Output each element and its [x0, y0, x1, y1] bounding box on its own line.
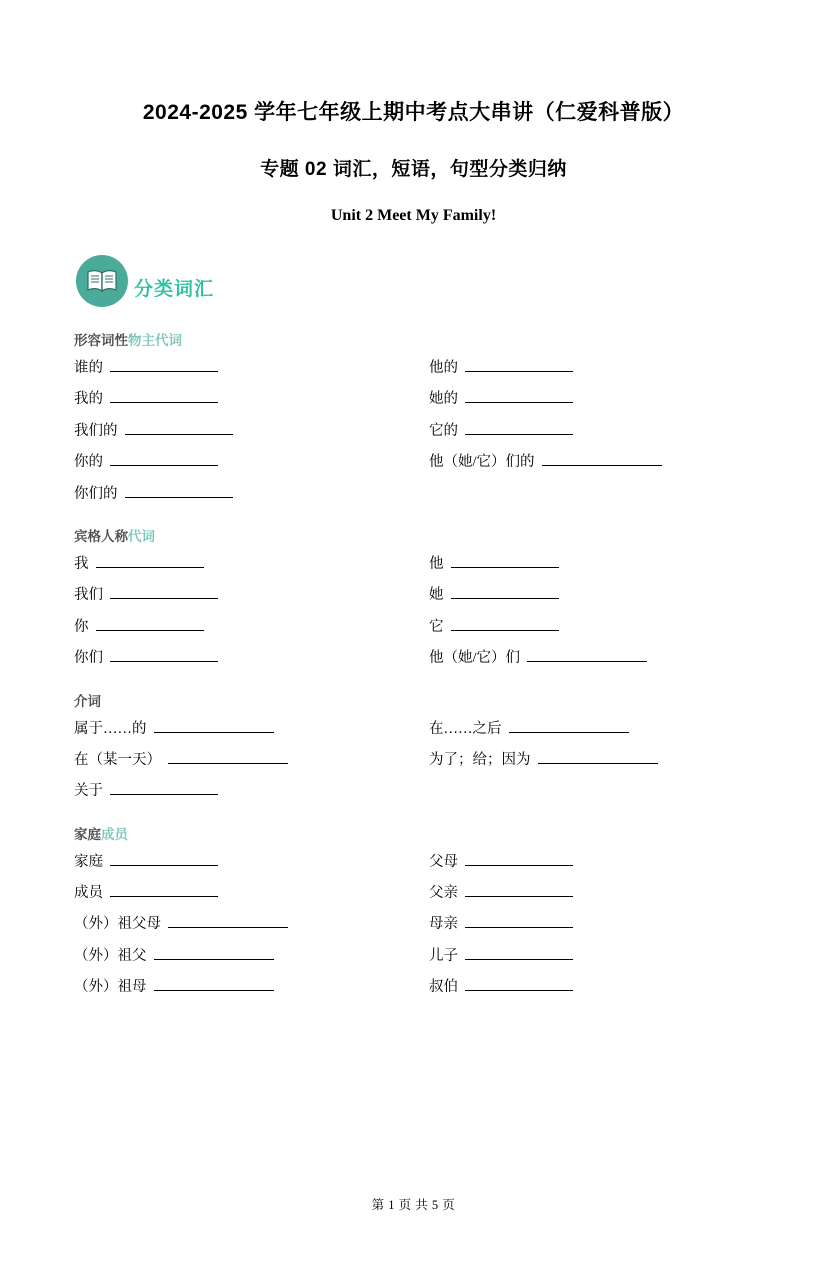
vocabulary-term: 我们 — [74, 587, 103, 604]
answer-blank[interactable] — [154, 945, 274, 960]
vocabulary-group — [72, 329, 755, 503]
group-rows — [72, 851, 755, 997]
answer-blank[interactable] — [125, 483, 233, 498]
vocabulary-row — [72, 451, 755, 471]
vocabulary-term: 母亲 — [429, 916, 458, 933]
group-rows — [72, 553, 755, 668]
group-heading-suffix: 代词 — [128, 528, 155, 544]
group-heading-main: 介词 — [74, 693, 101, 709]
vocabulary-cell-left — [72, 420, 429, 440]
vocabulary-row — [72, 553, 755, 573]
vocabulary-term: 我们的 — [74, 422, 118, 439]
group-rows — [72, 357, 755, 503]
vocabulary-cell-left — [72, 851, 429, 871]
vocabulary-row — [72, 851, 755, 871]
group-heading-suffix: 物主代词 — [128, 333, 182, 348]
answer-blank[interactable] — [110, 584, 218, 599]
answer-blank[interactable] — [125, 420, 233, 435]
vocabulary-cell-right — [429, 616, 755, 636]
answer-blank[interactable] — [465, 913, 573, 928]
vocabulary-cell-right — [429, 451, 755, 471]
answer-blank[interactable] — [110, 851, 218, 866]
vocabulary-cell-right — [429, 584, 755, 604]
vocabulary-cell-left — [72, 483, 429, 503]
vocabulary-term: 他 — [429, 555, 444, 572]
vocabulary-cell-left — [72, 616, 429, 636]
vocabulary-cell-right — [429, 718, 755, 738]
answer-blank[interactable] — [465, 945, 573, 960]
vocabulary-term: 在……之后 — [429, 720, 502, 737]
vocabulary-term: 谁的 — [74, 360, 103, 376]
answer-blank[interactable] — [451, 553, 559, 568]
open-book-icon — [76, 255, 128, 307]
answer-blank[interactable] — [110, 882, 218, 897]
answer-blank[interactable] — [168, 749, 288, 764]
vocabulary-term: 她的 — [429, 391, 458, 408]
vocabulary-cell-right — [429, 851, 755, 871]
answer-blank[interactable] — [110, 451, 218, 466]
group-heading-main: 宾格人称 — [74, 528, 128, 544]
vocabulary-term: 儿子 — [429, 947, 458, 964]
answer-blank[interactable] — [110, 647, 218, 662]
group-heading — [74, 329, 755, 349]
vocabulary-row — [72, 976, 755, 996]
vocabulary-group — [72, 690, 755, 801]
answer-blank[interactable] — [154, 718, 274, 733]
vocabulary-term: 叔伯 — [429, 979, 458, 996]
answer-blank[interactable] — [96, 553, 204, 568]
vocabulary-term: 他（她/它）们 — [429, 650, 521, 667]
answer-blank[interactable] — [527, 647, 647, 662]
vocabulary-term: 他（她/它）们的 — [429, 454, 535, 471]
answer-blank[interactable] — [451, 616, 559, 631]
vocabulary-term: 它的 — [429, 422, 458, 439]
section-banner — [76, 251, 755, 307]
answer-blank[interactable] — [110, 780, 218, 795]
vocabulary-cell-left — [72, 388, 429, 408]
vocabulary-cell-left — [72, 976, 429, 996]
group-heading-main: 家庭 — [74, 826, 101, 842]
vocabulary-term: 它 — [429, 618, 444, 635]
vocabulary-cell-right — [429, 945, 755, 965]
group-heading-main: 形容词性 — [74, 333, 128, 348]
section-banner-label: 分类词汇 — [134, 279, 215, 300]
page-footer: 第 1 页 共 5 页 — [371, 1198, 456, 1212]
vocabulary-term: （外）祖父 — [74, 947, 147, 964]
vocabulary-term: 我 — [74, 555, 89, 572]
page-title: 2024-2025 学年七年级上期中考点大串讲（仁爱科普版） — [142, 101, 685, 124]
vocabulary-term: 我的 — [74, 391, 103, 408]
group-heading — [74, 525, 755, 545]
vocabulary-cell-left — [72, 647, 429, 667]
answer-blank[interactable] — [465, 882, 573, 897]
vocabulary-term: 他的 — [429, 360, 458, 376]
answer-blank[interactable] — [168, 913, 288, 928]
vocabulary-cell-left — [72, 780, 429, 800]
vocabulary-cell-left — [72, 882, 429, 902]
vocabulary-row — [72, 357, 755, 377]
group-heading — [74, 823, 755, 843]
vocabulary-term: 成员 — [74, 885, 103, 902]
answer-blank[interactable] — [465, 388, 573, 403]
vocabulary-row — [72, 780, 755, 800]
vocabulary-cell-left — [72, 451, 429, 471]
answer-blank[interactable] — [465, 420, 573, 435]
vocabulary-cell-left — [72, 357, 429, 377]
answer-blank[interactable] — [154, 976, 274, 991]
vocabulary-cell-right — [429, 882, 755, 902]
vocabulary-cell-left — [72, 749, 429, 769]
group-heading-suffix: 成员 — [101, 826, 128, 842]
vocabulary-term: 你 — [74, 618, 89, 635]
answer-blank[interactable] — [96, 616, 204, 631]
vocabulary-row — [72, 882, 755, 902]
vocabulary-row — [72, 616, 755, 636]
answer-blank[interactable] — [110, 357, 218, 372]
answer-blank[interactable] — [465, 976, 573, 991]
document-page — [0, 96, 827, 1265]
vocabulary-row — [72, 388, 755, 408]
vocabulary-term: 你的 — [74, 454, 103, 471]
vocabulary-term: 家庭 — [74, 853, 103, 870]
answer-blank[interactable] — [110, 388, 218, 403]
vocabulary-cell-left — [72, 945, 429, 965]
vocabulary-cell-left — [72, 553, 429, 573]
vocabulary-term: 你们 — [74, 650, 103, 667]
vocabulary-term: 父母 — [429, 853, 458, 870]
vocabulary-term: 属于……的 — [74, 720, 147, 737]
vocabulary-cell-right — [429, 647, 755, 667]
vocabulary-term: 她 — [429, 587, 444, 604]
answer-blank[interactable] — [509, 718, 629, 733]
vocabulary-cell-right — [429, 420, 755, 440]
vocabulary-term: （外）祖父母 — [74, 916, 161, 933]
answer-blank[interactable] — [451, 584, 559, 599]
vocabulary-row — [72, 584, 755, 604]
page-subtitle: 专题 02 词汇，短语，句型分类归纳 — [260, 159, 567, 180]
answer-blank[interactable] — [538, 749, 658, 764]
vocabulary-row — [72, 647, 755, 667]
vocabulary-cell-right — [429, 553, 755, 573]
vocabulary-term: 你们的 — [74, 485, 118, 502]
vocabulary-group — [72, 525, 755, 668]
vocabulary-cell-left — [72, 584, 429, 604]
vocabulary-row — [72, 913, 755, 933]
answer-blank[interactable] — [542, 451, 662, 466]
vocabulary-cell-right — [429, 976, 755, 996]
answer-blank[interactable] — [465, 851, 573, 866]
vocabulary-row — [72, 483, 755, 503]
unit-title: Unit 2 Meet My Family! — [330, 207, 497, 224]
answer-blank[interactable] — [465, 357, 573, 372]
vocabulary-group — [72, 823, 755, 997]
vocabulary-term: 关于 — [74, 783, 103, 800]
vocabulary-term: （外）祖母 — [74, 979, 147, 996]
vocabulary-row — [72, 718, 755, 738]
vocabulary-row — [72, 420, 755, 440]
vocabulary-term: 为了；给；因为 — [429, 751, 531, 768]
vocabulary-groups — [72, 329, 755, 997]
vocabulary-cell-right — [429, 357, 755, 377]
vocabulary-cell-right — [429, 388, 755, 408]
vocabulary-cell-left — [72, 913, 429, 933]
group-heading — [74, 690, 755, 710]
vocabulary-term: 在（某一天） — [74, 751, 161, 768]
vocabulary-cell-right — [429, 749, 755, 769]
vocabulary-cell-left — [72, 718, 429, 738]
vocabulary-term: 父亲 — [429, 885, 458, 902]
vocabulary-row — [72, 945, 755, 965]
vocabulary-cell-right — [429, 913, 755, 933]
group-rows — [72, 718, 755, 801]
vocabulary-row — [72, 749, 755, 769]
